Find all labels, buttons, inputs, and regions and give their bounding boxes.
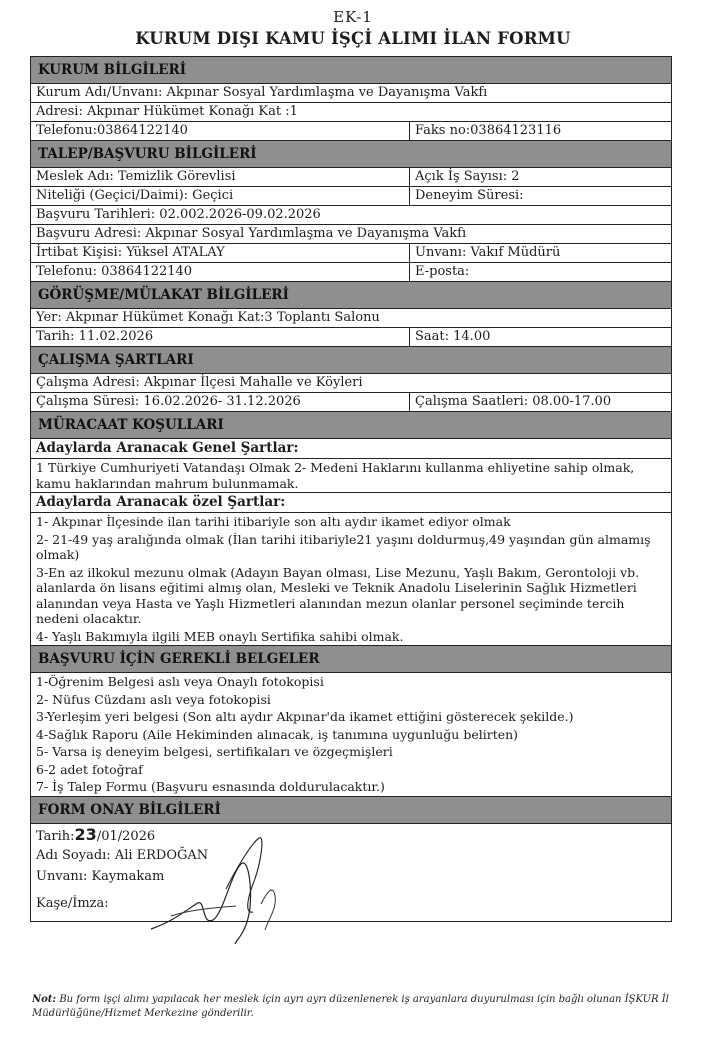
section-muracaat-heading: MÜRACAAT KOŞULLARI xyxy=(31,412,671,439)
section-belgeler-heading: BAŞVURU İÇİN GEREKLİ BELGELER xyxy=(31,646,671,673)
onay-kase-imza: Kaşe/İmza: xyxy=(36,895,109,911)
kurum-contact-row xyxy=(31,122,671,141)
kurum-name-row xyxy=(31,84,671,103)
gorusme-row-2 xyxy=(31,328,671,347)
section-gorusme-heading: GÖRÜŞME/MÜLAKAT BİLGİLERİ xyxy=(31,282,671,309)
talep-row-5 xyxy=(31,244,671,263)
document-code: EK-1 xyxy=(333,8,373,26)
section-talep-heading: TALEP/BAŞVURU BİLGİLERİ xyxy=(31,141,671,168)
gorusme-saat: Saat: 14.00 xyxy=(409,328,671,346)
onay-ad-soyad: Adı Soyadı: Ali ERDOĞAN xyxy=(36,847,209,863)
talep-telefon: Telefonu: 03864122140 xyxy=(36,264,193,279)
talep-adres: Başvuru Adresi: Akpınar Sosyal Yardımlaşma ve Dayanışma Vakfı xyxy=(36,226,467,241)
talep-tarihler: Başvuru Tarihleri: 02.002.2026-09.02.2026 xyxy=(36,207,321,222)
talep-unvan: Unvanı: Vakıf Müdürü xyxy=(409,244,671,262)
genel-sartlar-text: 1 Türkiye Cumhuriyeti Vatandaşı Olmak 2- Medeni Haklarını kullanma ehliyetine sahip olmak, kamu haklarından mahrum bulunmamak. xyxy=(31,459,671,493)
talep-row-1 xyxy=(31,168,671,187)
document-title: KURUM DIŞI KAMU İŞÇİ ALIMI İLAN FORMU xyxy=(135,29,571,48)
section-calisma-heading: ÇALIŞMA ŞARTLARI xyxy=(31,347,671,374)
kurum-address: Adresi: Akpınar Hükümet Konağı Kat :1 xyxy=(36,104,298,119)
footer-note xyxy=(32,993,682,1021)
footer-note-text: Bu form işçi alımı yapılacak her meslek için ayrı ayrı düzenlenerek iş arayanlara duyurulması için bağlı olunan İŞKUR İl Müdürlüğüne/Hizmet Merkezine gönderilir. xyxy=(32,994,669,1019)
calisma-sure: Çalışma Süresi: 16.02.2026- 31.12.2026 xyxy=(36,394,301,409)
kurum-phone: Telefonu:03864122140 xyxy=(36,123,188,138)
calisma-row-2 xyxy=(31,393,671,412)
kurum-fax: Faks no:03864123116 xyxy=(409,122,671,140)
section-onay-heading: FORM ONAY BİLGİLERİ xyxy=(31,797,671,824)
belgeler-list xyxy=(31,673,671,797)
belge-item: 5- Varsa iş deneyim belgesi, sertifikaları ve özgeçmişleri xyxy=(36,744,393,759)
ozel-sart-2: 2- 21-49 yaş aralığında olmak (İlan tarihi itibariyle21 yaşını doldurmuş,49 yaşından gün almamış olmak) xyxy=(36,531,651,562)
belge-item: 3-Yerleşim yeri belgesi (Son altı aydır Akpınar'da ikamet ettiğini gösterecek şekilde.) xyxy=(36,709,574,724)
announcement-form xyxy=(30,56,672,922)
ozel-sartlar-title: Adaylarda Aranacak özel Şartlar: xyxy=(31,493,671,513)
talep-row-2 xyxy=(31,187,671,206)
ozel-sart-3: 3-En az ilkokul mezunu olmak (Adayın Bayan olması, Lise Mezunu, Yaşlı Bakım, Gerontoloji vb. alanlarda ön lisans eğitimi almış olan, Mesleki ve Teknik Anadolu Liselerinin Sağlık Hizmetleri alanından veya Hasta ve Yaşlı Hizmetleri alanından mezun olanlar personel seçiminde tercih nedeni olacaktır. xyxy=(36,564,640,626)
ozel-sart-4: 4- Yaşlı Bakımıyla ilgili MEB onaylı Sertifika sahibi olmak. xyxy=(31,628,671,647)
talep-acik-is: Açık İş Sayısı: 2 xyxy=(409,168,671,186)
talep-row-4 xyxy=(31,225,671,244)
section-kurum-heading: KURUM BİLGİLERİ xyxy=(31,57,671,84)
calisma-adres: Çalışma Adresi: Akpınar İlçesi Mahalle ve Köyleri xyxy=(36,375,363,390)
talep-row-3 xyxy=(31,206,671,225)
belge-item: 7- İş Talep Formu (Başvuru esnasında doldurulacaktır.) xyxy=(36,779,385,794)
talep-nitelik: Niteliği (Geçici/Daimi): Geçici xyxy=(36,188,234,203)
talep-meslek: Meslek Adı: Temizlik Görevlisi xyxy=(36,169,236,184)
talep-eposta: E-posta: xyxy=(409,263,671,281)
gorusme-row-1 xyxy=(31,309,671,328)
belge-item: 1-Öğrenim Belgesi aslı veya Onaylı fotokopisi xyxy=(36,674,324,689)
onay-tarih xyxy=(31,824,671,845)
calisma-saatler: Çalışma Saatleri: 08.00-17.00 xyxy=(409,393,671,411)
gorusme-yer: Yer: Akpınar Hükümet Konağı Kat:3 Toplantı Salonu xyxy=(36,310,380,325)
onay-unvan: Unvanı: Kaymakam xyxy=(36,868,165,884)
kurum-address-row xyxy=(31,103,671,122)
calisma-row-1 xyxy=(31,374,671,393)
genel-sartlar-title: Adaylarda Aranacak Genel Şartlar: xyxy=(31,439,671,459)
gorusme-tarih: Tarih: 11.02.2026 xyxy=(36,329,154,344)
ozel-sart-1: 1- Akpınar İlçesinde ilan tarihi itibariyle son altı aydır ikamet ediyor olmak xyxy=(36,514,511,529)
footer-note-label: Not: xyxy=(32,994,57,1005)
talep-deneyim: Deneyim Süresi: xyxy=(409,187,671,205)
onay-tarih-label: Tarih: xyxy=(36,828,75,844)
onay-block xyxy=(31,824,671,921)
onay-tarih-rest: /01/2026 xyxy=(96,828,156,844)
talep-row-6 xyxy=(31,263,671,282)
onay-tarih-day: 23 xyxy=(74,824,97,844)
belge-item: 4-Sağlık Raporu (Aile Hekiminden alınacak, iş tanımına uygunluğu belirten) xyxy=(36,726,519,742)
belge-item: 6-2 adet fotoğraf xyxy=(36,761,143,777)
belge-item: 2- Nüfus Cüzdanı aslı veya fotokopisi xyxy=(36,691,271,707)
talep-irtibat: İrtibat Kişisi: Yüksel ATALAY xyxy=(36,245,225,260)
kurum-name: Kurum Adı/Unvanı: Akpınar Sosyal Yardımlaşma ve Dayanışma Vakfı xyxy=(36,85,488,100)
